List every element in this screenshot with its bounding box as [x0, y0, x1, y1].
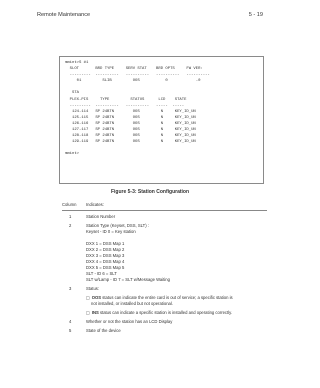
table-header [62, 202, 267, 211]
column-legend-table [62, 202, 267, 337]
description-line: Keyset - ID 0 = Key station [86, 229, 136, 234]
terminal-line: 126-116 SP 24BTN OOS N KEY_ID_UN [65, 121, 196, 126]
checkbox-icon: □ [86, 295, 90, 300]
description-line: DXX 5 = DSS Map 5 [86, 265, 125, 270]
terminal-line: mmint>S #1 [65, 61, 89, 65]
terminal-line: STA [65, 91, 80, 96]
terminal-line: 124-114 SP 24BTN OOS N KEY_ID_UN [65, 109, 196, 114]
description-line: SLT w/Lamp - ID 7 = SLT w/Message Waiting [86, 277, 170, 282]
table-rows [62, 214, 267, 334]
terminal-line: 01 SLIB OOS 0 -0 [65, 79, 201, 84]
terminal-line: mmint> [65, 152, 80, 157]
terminal-line: --------- ---------- ---------- ---------- ---------- [65, 73, 210, 78]
description-line: Whether or not the station has an LCD Display [86, 319, 173, 324]
table-row [62, 223, 267, 283]
description-line: State of the device [86, 328, 121, 333]
description-line: Station Type (Keyset, DSS, SLT) : [86, 223, 149, 228]
page-number: 5 - 19 [248, 12, 263, 18]
row-description [86, 214, 267, 220]
description-line: DXX 1 = DSS Map 1 [86, 241, 125, 246]
table-row [62, 319, 267, 325]
description-line: not installed, or installed but not operational. [91, 301, 173, 306]
table-row [62, 295, 267, 307]
table-row [62, 286, 267, 292]
description-line: DXX 4 = DSS Map 4 [86, 259, 125, 264]
description-line: DXX 3 = DSS Map 3 [86, 253, 125, 258]
description-line: Station Number [86, 214, 116, 219]
row-description [86, 223, 267, 283]
terminal-line: --------- ---------- ---------- ----- ----- [65, 103, 185, 108]
terminal-output [59, 56, 264, 184]
page-header [37, 12, 263, 24]
row-number: 4 [69, 319, 72, 324]
description-line: □ INS status can indicate a specific station is installed and operating correctly. [86, 310, 233, 315]
row-description [86, 286, 267, 292]
status-code: OOS [91, 295, 103, 300]
indicates-header: Indicates: [86, 202, 104, 207]
description-line: Status: [86, 286, 100, 291]
terminal-line: PLEX-PIS TYPE STATUS LCD STATE [65, 97, 187, 102]
header-title: Remote Maintenance [37, 12, 91, 18]
row-number: 2 [69, 223, 72, 228]
row-description [86, 310, 267, 316]
column-header: Column [62, 202, 77, 207]
terminal-line: 128-118 SP 24BTN OOS N KEY_ID_UN [65, 134, 196, 139]
terminal-line: 129-119 SP 24BTN OOS N KEY_ID_UN [65, 140, 196, 145]
description-line: SLT - ID 6 = SLT [86, 271, 117, 276]
row-number: 5 [69, 328, 72, 333]
row-description [86, 328, 267, 334]
row-number: 1 [69, 214, 72, 219]
row-description [86, 295, 267, 307]
table-row [62, 214, 267, 220]
row-description [86, 319, 267, 325]
terminal-line: 125-115 SP 24BTN OOS N KEY_ID_UN [65, 115, 196, 120]
checkbox-icon: □ [86, 310, 90, 315]
figure-caption: Figure 5-3: Station Configuration [110, 189, 190, 195]
table-row [62, 310, 267, 316]
row-number: 3 [69, 286, 72, 291]
terminal-line: SLOT BRD TYPE SERV STAT BRD OPTS FW VER: [65, 67, 203, 72]
status-code: INS [91, 310, 100, 315]
description-line: □ OOS status can indicate the entire card is out of service; a specific station is [86, 295, 233, 300]
table-row [62, 328, 267, 334]
terminal-line: 127-117 SP 24BTN OOS N KEY_ID_UN [65, 128, 196, 133]
description-line: DXX 2 = DSS Map 2 [86, 247, 125, 252]
